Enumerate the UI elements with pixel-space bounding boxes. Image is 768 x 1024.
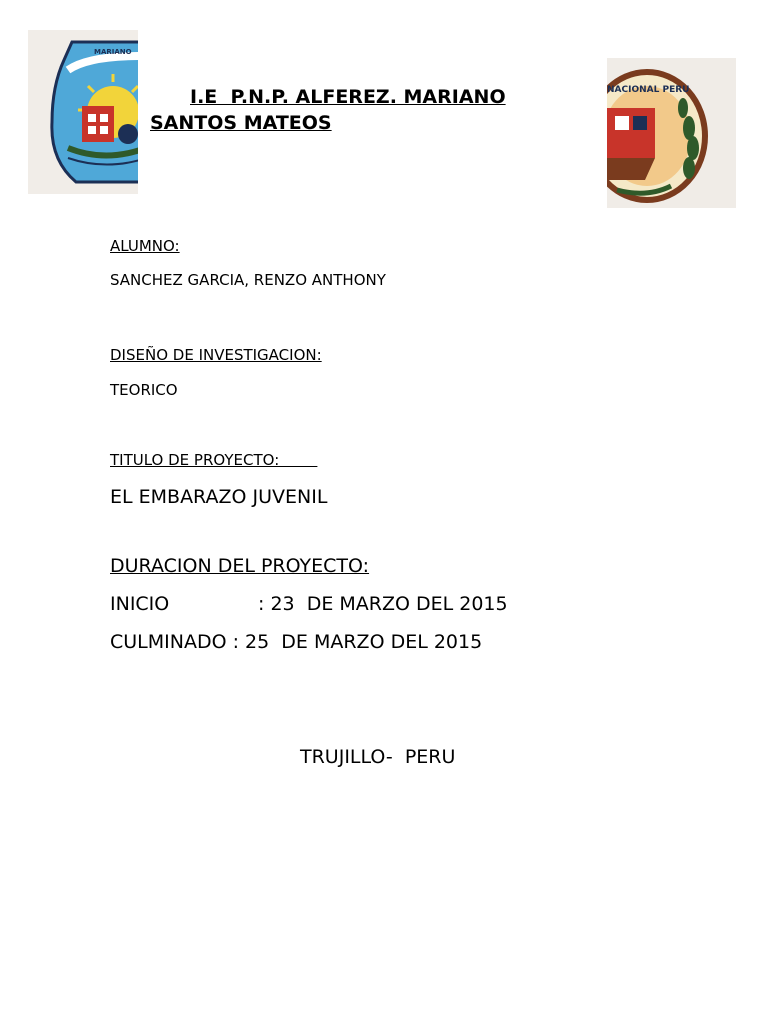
national-police-crest-logo xyxy=(607,58,736,208)
left-logo-text: MARIANO xyxy=(94,48,132,56)
project-duration-label: DURACION DEL PROYECTO: xyxy=(110,555,370,577)
start-date-value: : 23 DE MARZO DEL 2015 xyxy=(258,593,508,615)
right-logo-text: NACIONAL PERU xyxy=(607,85,690,95)
location-footer: TRUJILLO- PERU xyxy=(300,746,456,768)
end-date-line: CULMINADO : 25 DE MARZO DEL 2015 xyxy=(110,631,483,653)
project-title-value: EL EMBARAZO JUVENIL xyxy=(110,486,328,508)
student-label: ALUMNO: xyxy=(110,237,180,255)
research-design-label: DISEÑO DE INVESTIGACION: xyxy=(110,346,322,364)
page-title-line-2: SANTOS MATEOS xyxy=(150,112,332,134)
student-name: SANCHEZ GARCIA, RENZO ANTHONY xyxy=(110,271,386,289)
research-design-value: TEORICO xyxy=(110,381,178,399)
school-crest-logo xyxy=(28,30,138,194)
start-date-label: INICIO xyxy=(110,593,170,615)
project-title-label: TITULO DE PROYECTO: xyxy=(110,451,318,469)
page-title-line-1: I.E P.N.P. ALFEREZ. MARIANO xyxy=(190,86,506,108)
